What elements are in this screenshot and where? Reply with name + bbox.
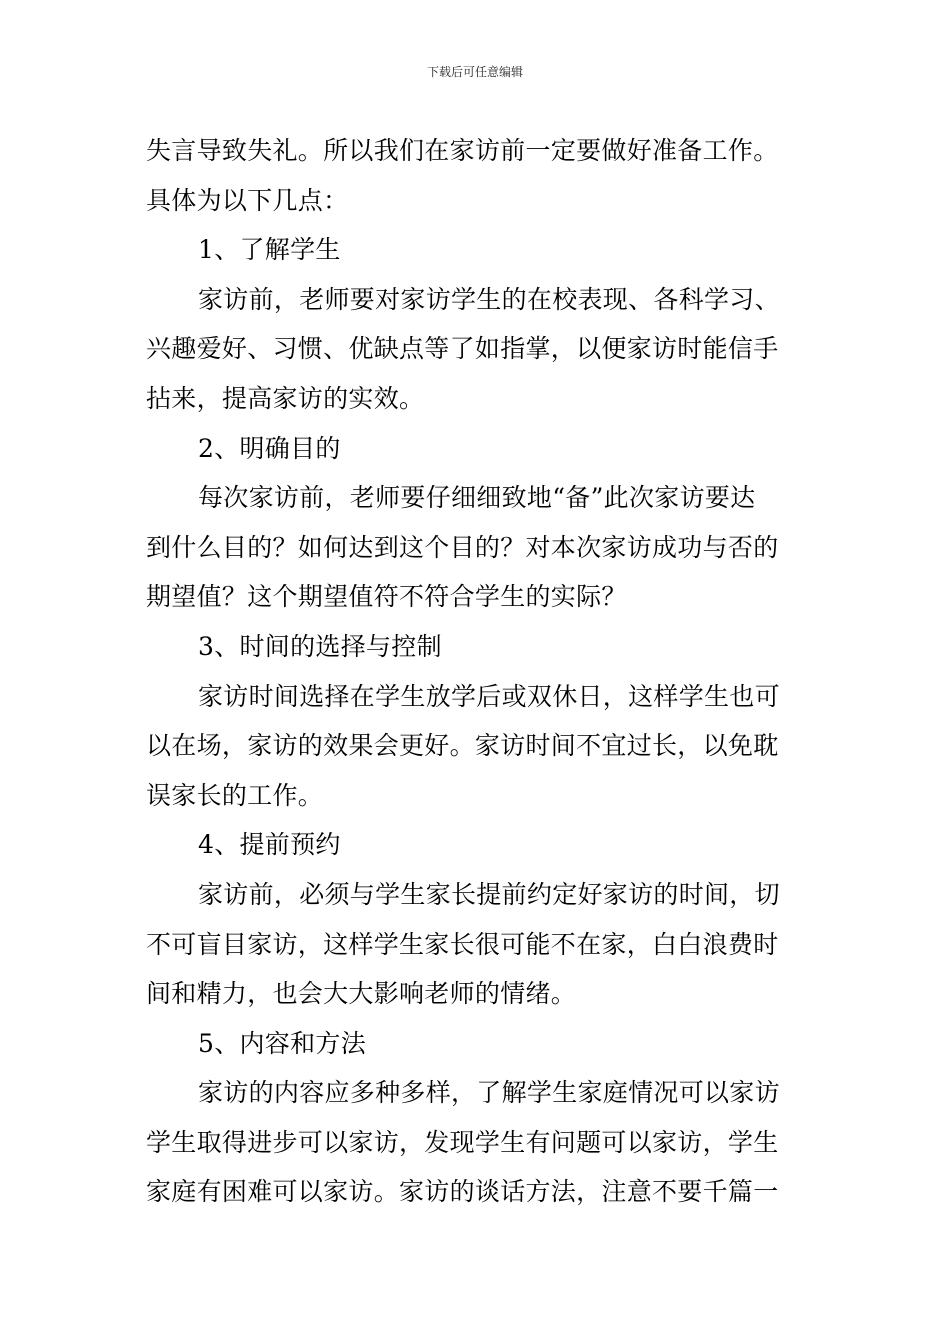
text-line: 具体为以下几点： bbox=[146, 185, 349, 215]
section-heading: 4、提前预约 bbox=[198, 830, 341, 860]
section-heading: 5、内容和方法 bbox=[198, 1028, 367, 1058]
text-line: 不可盲目家访，这样学生家长很可能不在家，白白浪费时 bbox=[146, 929, 779, 959]
text-line: 以在场，家访的效果会更好。家访时间不宜过长，以免耽 bbox=[146, 731, 779, 761]
text-line: 失言导致失礼。所以我们在家访前一定要做好准备工作。 bbox=[146, 136, 779, 165]
text-line: 间和精力，也会大大影响老师的情绪。 bbox=[146, 979, 577, 1009]
text-line: 拈来，提高家访的实效。 bbox=[146, 383, 425, 413]
paragraph-first-line: 每次家访前，老师要仔细细致地“备”此次家访要达 bbox=[198, 483, 756, 513]
section-heading: 1、了解学生 bbox=[198, 235, 341, 265]
paragraph-first-line: 家访前，老师要对家访学生的在校表现、各科学习、 bbox=[198, 284, 780, 314]
text-line: 学生取得进步可以家访，发现学生有问题可以家访，学生 bbox=[146, 1127, 779, 1157]
section-heading: 3、时间的选择与控制 bbox=[198, 631, 442, 661]
section-heading: 2、明确目的 bbox=[198, 433, 341, 463]
text-line: 家庭有困难可以家访。家访的谈话方法，注意不要千篇一 bbox=[146, 1177, 779, 1207]
body-text bbox=[146, 126, 810, 1217]
paragraph-first-line: 家访的内容应多种多样，了解学生家庭情况可以家访 bbox=[198, 1078, 780, 1108]
text-line: 误家长的工作。 bbox=[146, 780, 324, 810]
text-line: 兴趣爱好、习惯、优缺点等了如指掌，以便家访时能信手 bbox=[146, 334, 779, 364]
text-line: 到什么目的？如何达到这个目的？对本次家访成功与否的 bbox=[146, 532, 779, 562]
paragraph-first-line: 家访时间选择在学生放学后或双休日，这样学生也可 bbox=[198, 681, 780, 711]
text-line: 期望值？这个期望值符不符合学生的实际？ bbox=[146, 582, 627, 612]
page-header: 下载后可任意编辑 bbox=[426, 65, 523, 79]
paragraph-first-line: 家访前，必须与学生家长提前约定好家访的时间，切 bbox=[198, 879, 780, 909]
